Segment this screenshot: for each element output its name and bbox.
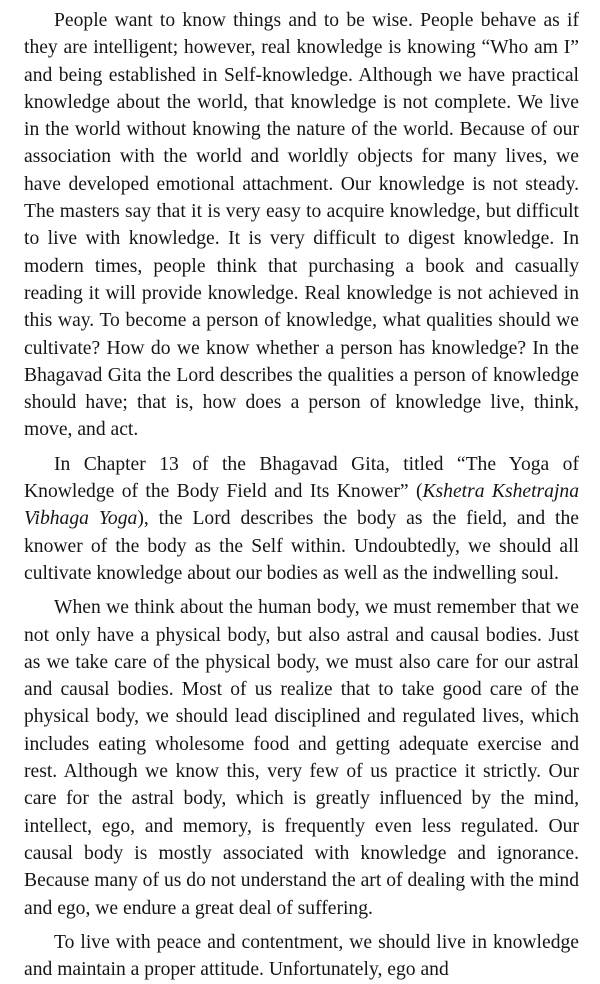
paragraph-text: People want to know things and to be wise. People behave as if they are intelligent; however, real knowledge is knowing “Who am I” and being established in Self-knowledge. Although we have practical knowledge about the world, that knowledge is not complete. We live in the world without knowing the nature of the world. Because of our association with the world and worldly objects for many lives, we have developed emotional attachment. Our knowledge is not steady. The masters say that it is very easy to acquire knowledge, but difficult to live with knowledge. It is very difficult to digest knowledge. In modern times, people think that purchasing a book and casually reading it will provide knowledge. Real knowledge is not achieved in this way. To become a person of knowledge, what qualities should we cultivate? How do we know whether a person has knowledge? In the Bhagavad Gita the Lord describes the qualities a person of knowledge should have; that is, how does a person of knowledge live, think, move, and act. bbox=[24, 10, 579, 441]
book-page bbox=[24, 7, 579, 983]
sanskrit-title: Kshetra Kshetrajna Vibhaga Yoga bbox=[24, 481, 579, 530]
paragraph-text: When we think about the human body, we must remember that we not only have a physical body, but also astral and causal bodies. Just as we take care of the physical body, we must also care for our astral and causal bodies. Most of us realize that to take good care of the physical body, we should lead disciplined and regulated lives, which includes eating wholesome food and getting adequate exercise and rest. Although we know this, very few of us practice it strictly. Our care for the astral body, which is greatly influenced by the mind, intellect, ego, and memory, is frequently even less regulated. Our causal body is mostly associated with knowledge and ignorance. Because many of us do not understand the art of dealing with the mind and ego, we endure a great deal of suffering. bbox=[24, 597, 579, 919]
paragraph-peace-contentment bbox=[24, 929, 579, 984]
paragraph-three-bodies bbox=[24, 594, 579, 922]
paragraph-chapter-13 bbox=[24, 451, 579, 587]
paragraph-text: ), the Lord describes the body as the field, and the knower of the body as the Self within. Undoubtedly, we should all cultivate knowledge about our bodies as well as the indwelling soul. bbox=[24, 508, 579, 584]
paragraph-text: To live with peace and contentment, we should live in knowledge and maintain a proper attitude. Unfortunately, ego and bbox=[24, 931, 579, 981]
paragraph-text: In Chapter 13 of the Bhagavad Gita, titled “The Yoga of Knowledge of the Body Field and Its Knower” ( bbox=[24, 453, 579, 503]
paragraph-knowledge-intro bbox=[24, 7, 579, 444]
